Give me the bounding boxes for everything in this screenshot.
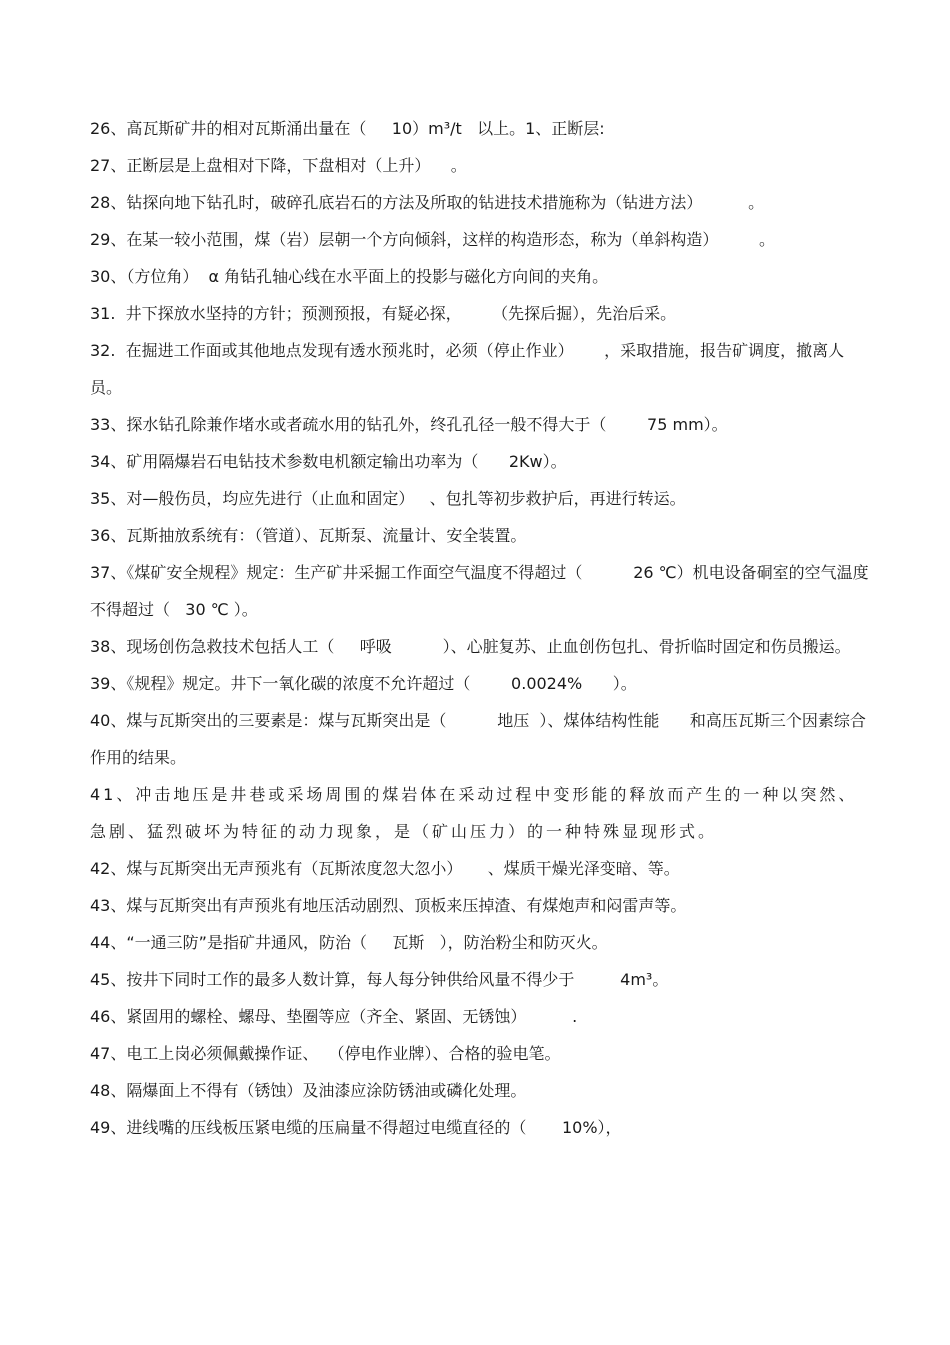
question-item: 36、瓦斯抽放系统有：（管道）、瓦斯泵、流量计、安全装置。 [90, 526, 527, 545]
question-item: 39、《规程》规定。井下一氧化碳的浓度不允许超过（ 0.0024% ）。 [90, 674, 637, 693]
question-item: 41、冲击地压是井巷或采场周围的煤岩体在采动过程中变形能的释放而产生的一种以突然、急剧、猛烈破坏为特征的动力现象，是（矿山压力）的一种特殊显现形式。 [90, 785, 858, 841]
question-item: 30、（方位角） α 角钻孔轴心线在水平面上的投影与磁化方向间的夹角。 [90, 267, 609, 286]
question-item: 31. 井下探放水坚持的方针；预测预报，有疑必探， （先探后掘），先治后采。 [90, 304, 677, 323]
question-item: 40、煤与瓦斯突出的三要素是：煤与瓦斯突出是（ 地压 ）、煤体结构性能 和高压瓦斯三个因素综合作用的结果。 [90, 711, 866, 767]
question-item: 38、现场创伤急救技术包括人工（ 呼吸 ）、心脏复苏、止血创伤包扎、骨折临时固定和伤员搬运。 [90, 637, 851, 656]
question-item: 35、对—般伤员，均应先进行（止血和固定） 、包扎等初步救护后，再进行转运。 [90, 489, 686, 508]
question-item: 45、按井下同时工作的最多人数计算，每人每分钟供给风量不得少于 4m³。 [90, 970, 669, 989]
question-item: 44、“一通三防”是指矿井通风，防治（ 瓦斯 ），防治粉尘和防灭火。 [90, 933, 608, 952]
question-item: 34、矿用隔爆岩石电钻技术参数电机额定输出功率为（ 2Kw）。 [90, 452, 567, 471]
question-item: 33、探水钻孔除兼作堵水或者疏水用的钻孔外，终孔孔径一般不得大于（ 75 mm）。 [90, 415, 728, 434]
question-item: 48、隔爆面上不得有（锈蚀）及油漆应涂防锈油或磷化处理。 [90, 1081, 527, 1100]
question-item: 49、进线嘴的压线板压紧电缆的压扁量不得超过电缆直径的（ 10%）， [90, 1118, 622, 1137]
question-item: 29、在某一较小范围，煤（岩）层朝一个方向倾斜，这样的构造形态，称为（单斜构造） 。 [90, 230, 776, 249]
question-item: 47、电工上岗必须佩戴操作证、 （停电作业牌）、合格的验电笔。 [90, 1044, 561, 1063]
document-body [90, 110, 875, 1146]
question-item: 43、煤与瓦斯突出有声预兆有地压活动剧烈、顶板来压掉渣、有煤炮声和闷雷声等。 [90, 896, 687, 915]
question-item: 42、煤与瓦斯突出无声预兆有（瓦斯浓度忽大忽小） 、煤质干燥光泽变暗、等。 [90, 859, 680, 878]
question-item: 46、紧固用的螺栓、螺母、垫圈等应（齐全、紧固、无锈蚀） . [90, 1007, 578, 1026]
question-item: 32. 在掘进工作面或其他地点发现有透水预兆时，必须（停止作业） ，采取措施，报告矿调度，撤离人员。 [90, 341, 845, 397]
question-item: 26、高瓦斯矿井的相对瓦斯涌出量在（ 10）m³/t 以上。1、正断层: [90, 119, 605, 138]
question-item: 28、钻探向地下钻孔时，破碎孔底岩石的方法及所取的钻进技术措施称为（钻进方法） 。 [90, 193, 765, 212]
question-item: 37、《煤矿安全规程》规定：生产矿井采掘工作面空气温度不得超过（ 26 ℃）机电设备硐室的空气温度不得超过（ 30 ℃ ）。 [90, 563, 869, 619]
question-item: 27、正断层是上盘相对下降，下盘相对（上升） 。 [90, 156, 467, 175]
